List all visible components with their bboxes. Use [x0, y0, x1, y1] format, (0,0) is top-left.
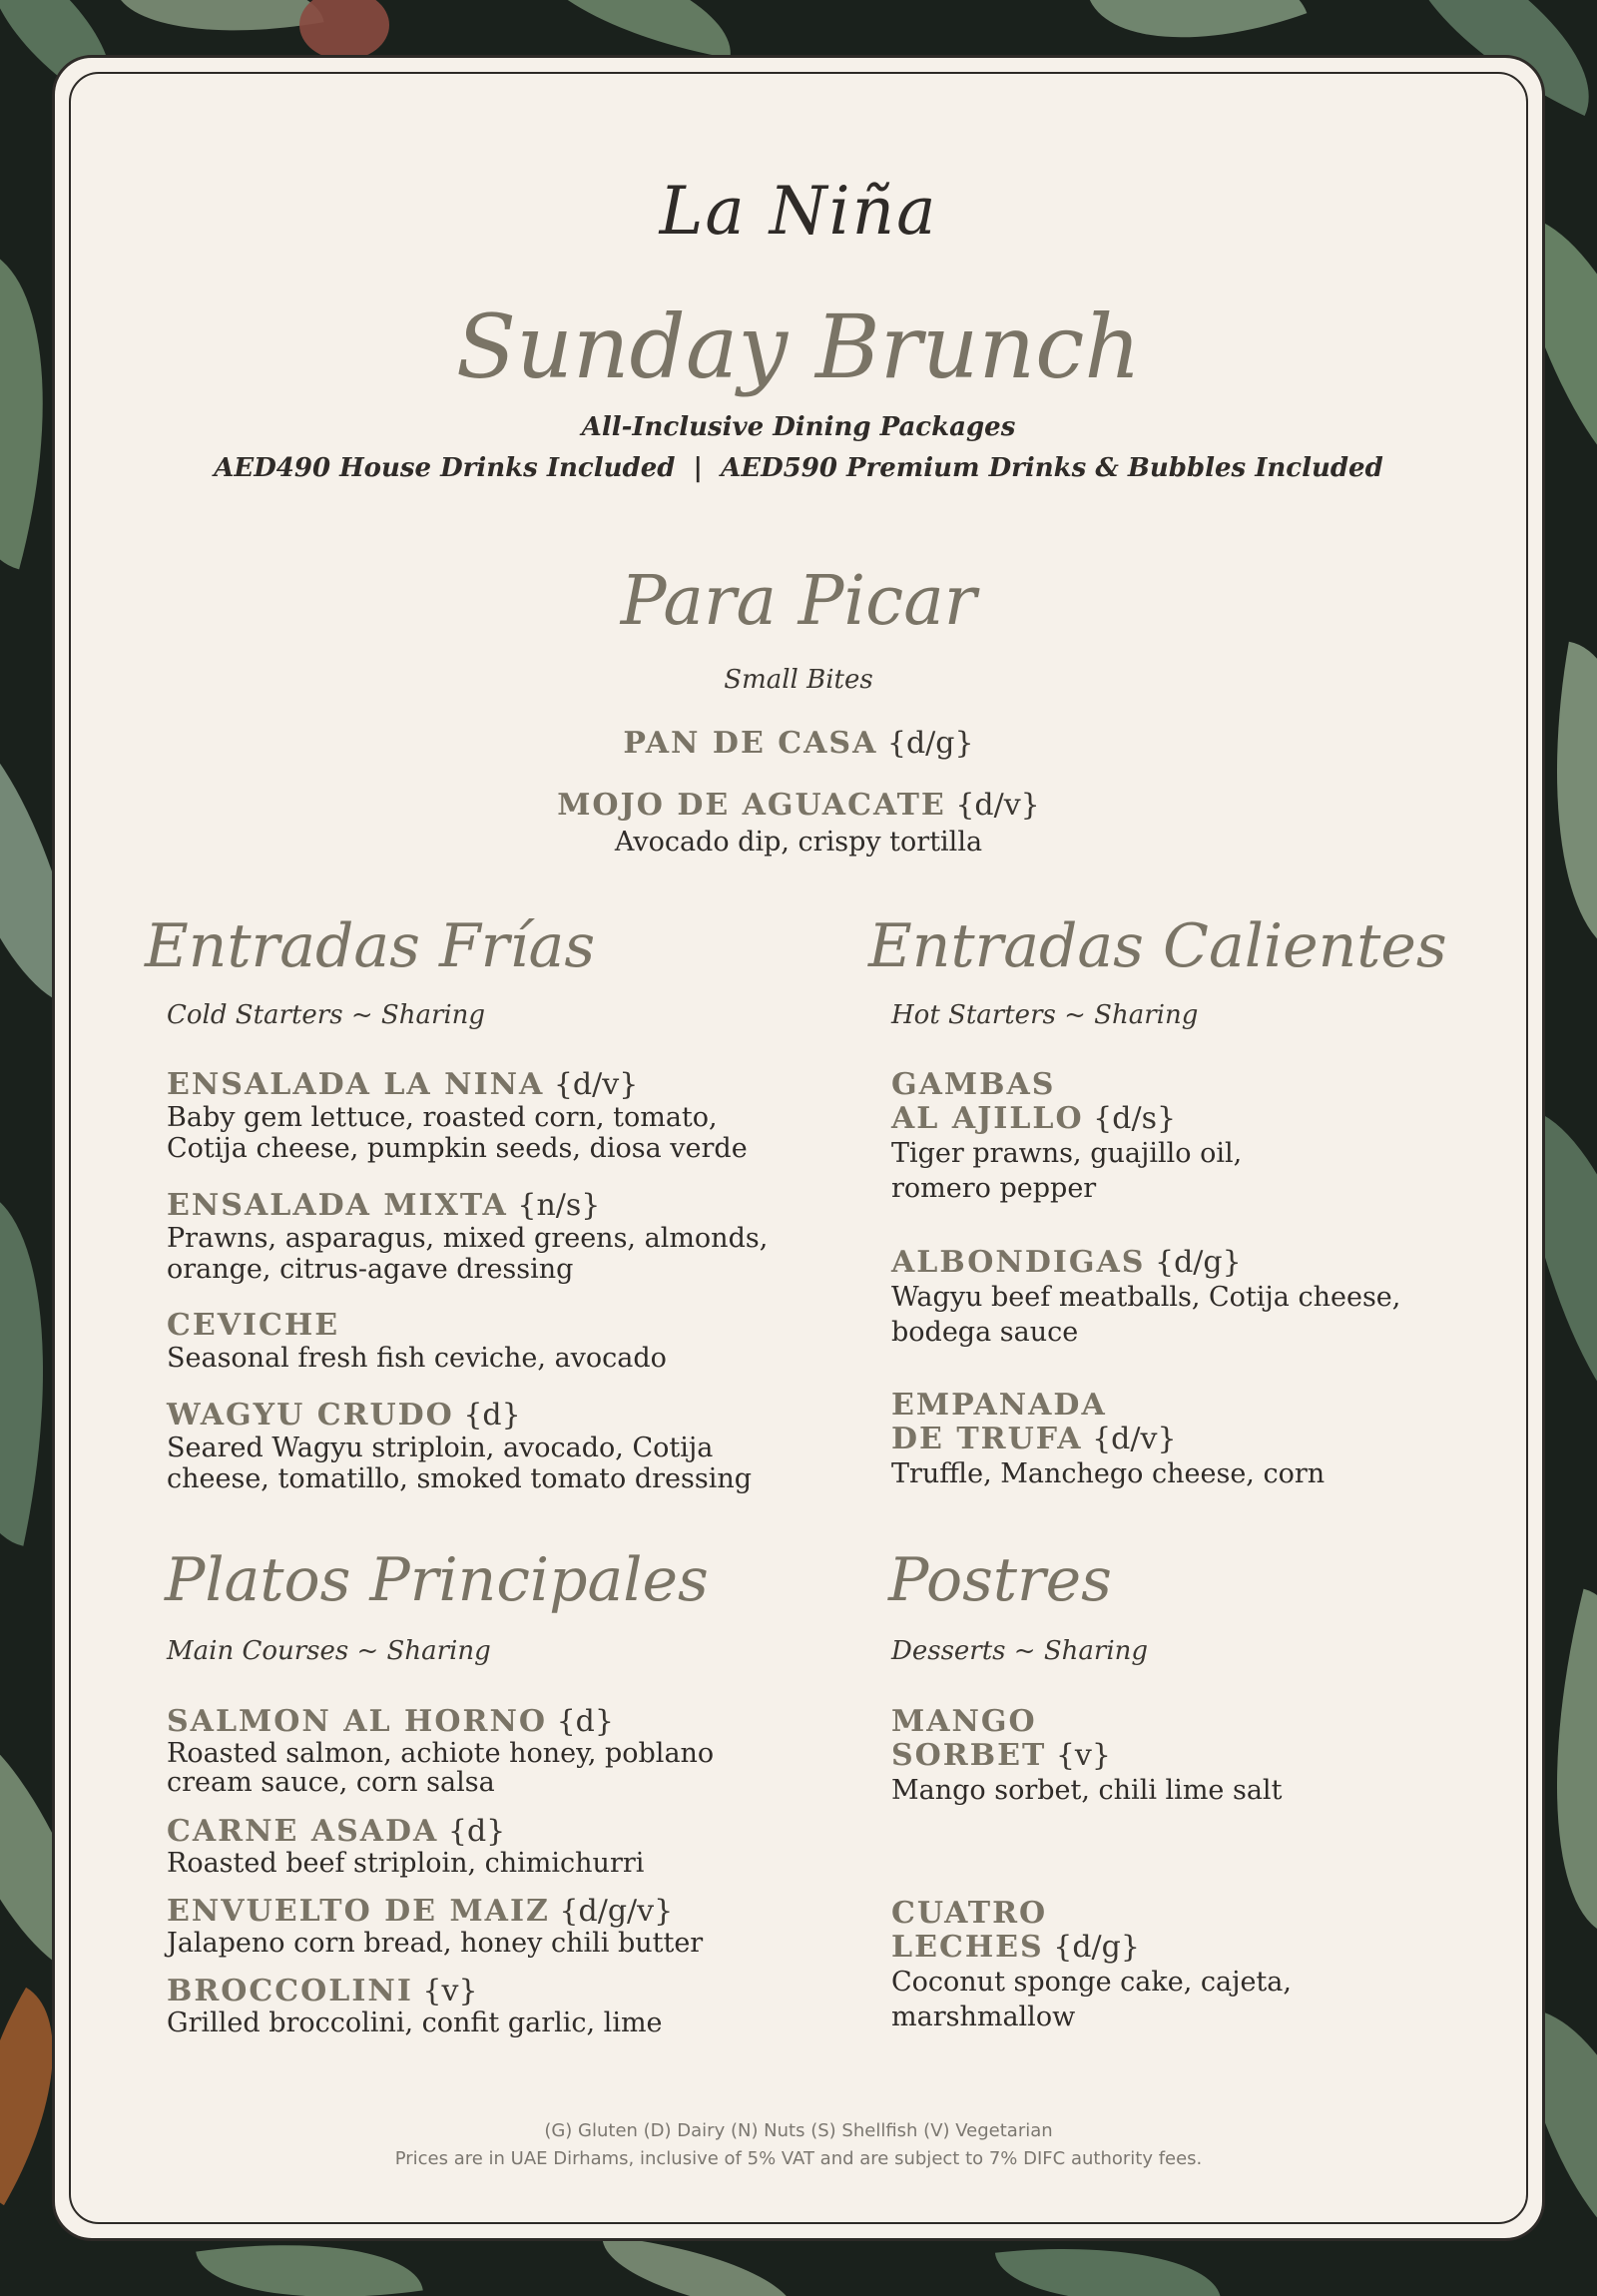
dish-name: LECHES [891, 1930, 1044, 1965]
dish-ensalada-mixta [167, 1189, 768, 1285]
dish-cuatro-leches [891, 1897, 1292, 2034]
dish-dietary-tags: {d/g} [877, 726, 974, 761]
dish-wagyu-crudo [167, 1399, 752, 1494]
dish-name: PAN DE CASA [623, 726, 878, 761]
dish-carne-asada [167, 1815, 644, 1878]
dish-description: Baby gem lettuce, roasted corn, tomato, [167, 1102, 718, 1133]
dish-pan-de-casa [55, 727, 1542, 761]
dish-mango-sorbet [891, 1705, 1282, 1808]
dish-description: Cotija cheese, pumpkin seeds, diosa verde [167, 1133, 748, 1164]
dish-name: CARNE ASADA [167, 1814, 439, 1849]
dish-description: Seasonal fresh fish ceviche, avocado [167, 1343, 667, 1374]
dish-dietary-tags: {d} [453, 1398, 521, 1433]
dish-name: CUATRO [891, 1896, 1048, 1931]
dish-ensalada-la-nina [167, 1068, 748, 1164]
dish-description: Avocado dip, crispy tortilla [614, 827, 983, 858]
dish-description: romero pepper [891, 1173, 1097, 1204]
section-title-platos-principales: Platos Principales [165, 1545, 709, 1615]
package-prices: AED490 House Drinks Included | AED590 Premium Drinks & Bubbles Included [214, 453, 1383, 483]
dish-description: Roasted salmon, achiote honey, poblano [167, 1738, 715, 1769]
price-note: Prices are in UAE Dirhams, inclusive of 5% VAT and are subject to 7% DIFC authority fees. [394, 2148, 1203, 2169]
dish-dietary-tags: {d} [438, 1814, 506, 1849]
dish-name: BROCCOLINI [167, 1974, 413, 2009]
dish-name: SORBET [891, 1738, 1047, 1773]
dish-description: cream sauce, corn salsa [167, 1767, 495, 1798]
allergen-legend: (G) Gluten (D) Dairy (N) Nuts (S) Shellfish (V) Vegetarian [544, 2120, 1053, 2141]
dish-description: cheese, tomatillo, smoked tomato dressing [167, 1463, 753, 1494]
dish-description: Roasted beef striploin, chimichurri [167, 1848, 645, 1879]
page-subtitle: All-Inclusive Dining Packages [581, 412, 1016, 442]
dish-description: orange, citrus-agave dressing [167, 1254, 574, 1285]
dish-ceviche [167, 1309, 667, 1374]
dish-name: ENSALADA LA NINA [167, 1067, 545, 1102]
dish-albondigas [891, 1246, 1400, 1350]
dish-dietary-tags: {d/v} [1082, 1422, 1177, 1456]
dish-name: SALMON AL HORNO [167, 1704, 548, 1739]
dish-dietary-tags: {d/g/v} [549, 1894, 674, 1929]
section-subtitle-postres: Desserts ~ Sharing [891, 1636, 1149, 1666]
dish-name: WAGYU CRUDO [167, 1398, 454, 1433]
dish-name: ENVUELTO DE MAIZ [167, 1894, 550, 1929]
dish-envuelto-de-maiz [167, 1895, 703, 1958]
page-title: Sunday Brunch [455, 295, 1142, 398]
dish-dietary-tags: {d/v} [945, 788, 1040, 823]
dish-dietary-tags: {d/s} [1083, 1101, 1177, 1136]
section-subtitle-platos-principales: Main Courses ~ Sharing [167, 1636, 491, 1666]
dish-name: ENSALADA MIXTA [167, 1188, 508, 1223]
section-title-entradas-calientes: Entradas Calientes [868, 911, 1447, 981]
dish-name: CEVICHE [167, 1308, 340, 1343]
dish-dietary-tags: {d/g} [1145, 1245, 1242, 1280]
dish-description: Tiger prawns, guajillo oil, [891, 1138, 1243, 1169]
dish-dietary-tags: {v} [1046, 1738, 1111, 1773]
dish-name: MOJO DE AGUACATE [557, 788, 946, 823]
dish-description: Wagyu beef meatballs, Cotija cheese, [891, 1282, 1401, 1313]
section-title-entradas-frias: Entradas Frías [145, 911, 596, 981]
dish-description: Grilled broccolini, confit garlic, lime [167, 2008, 663, 2038]
dish-name: AL AJILLO [891, 1101, 1084, 1136]
brand-logo: La Niña [659, 173, 938, 250]
dish-empanada-de-trufa [891, 1389, 1325, 1491]
dish-dietary-tags: {d/g} [1043, 1930, 1140, 1965]
dish-description: marshmallow [891, 2002, 1076, 2032]
section-subtitle-entradas-frias: Cold Starters ~ Sharing [167, 1000, 486, 1030]
dish-dietary-tags: {d} [547, 1704, 614, 1739]
dish-dietary-tags: {d/v} [544, 1067, 639, 1102]
section-title-para-picar: Para Picar [620, 562, 977, 641]
section-title-postres: Postres [888, 1545, 1112, 1615]
dish-name: EMPANADA [891, 1388, 1107, 1423]
dish-name: GAMBAS [891, 1067, 1056, 1102]
dish-description: Mango sorbet, chili lime salt [891, 1775, 1283, 1806]
dish-gambas-al-ajillo [891, 1068, 1242, 1206]
dish-description: Prawns, asparagus, mixed greens, almonds, [167, 1223, 769, 1254]
dish-description: Coconut sponge cake, cajeta, [891, 1967, 1292, 1998]
dish-mojo-de-aguacate [55, 789, 1542, 823]
dish-description: bodega sauce [891, 1317, 1079, 1348]
dish-description: Seared Wagyu striploin, avocado, Cotija [167, 1433, 714, 1463]
dish-name: MANGO [891, 1704, 1037, 1739]
dish-name: DE TRUFA [891, 1422, 1083, 1456]
dish-salmon-al-horno [167, 1705, 714, 1797]
dish-name: ALBONDIGAS [891, 1245, 1146, 1280]
section-subtitle-entradas-calientes: Hot Starters ~ Sharing [891, 1000, 1199, 1030]
dish-dietary-tags: {v} [412, 1974, 478, 2009]
menu-card [52, 55, 1545, 2241]
dish-broccolini [167, 1975, 663, 2037]
dish-dietary-tags: {n/s} [507, 1188, 601, 1223]
section-subtitle-para-picar: Small Bites [724, 665, 873, 695]
dish-description: Truffle, Manchego cheese, corn [891, 1458, 1326, 1489]
dish-description: Jalapeno corn bread, honey chili butter [167, 1928, 704, 1959]
